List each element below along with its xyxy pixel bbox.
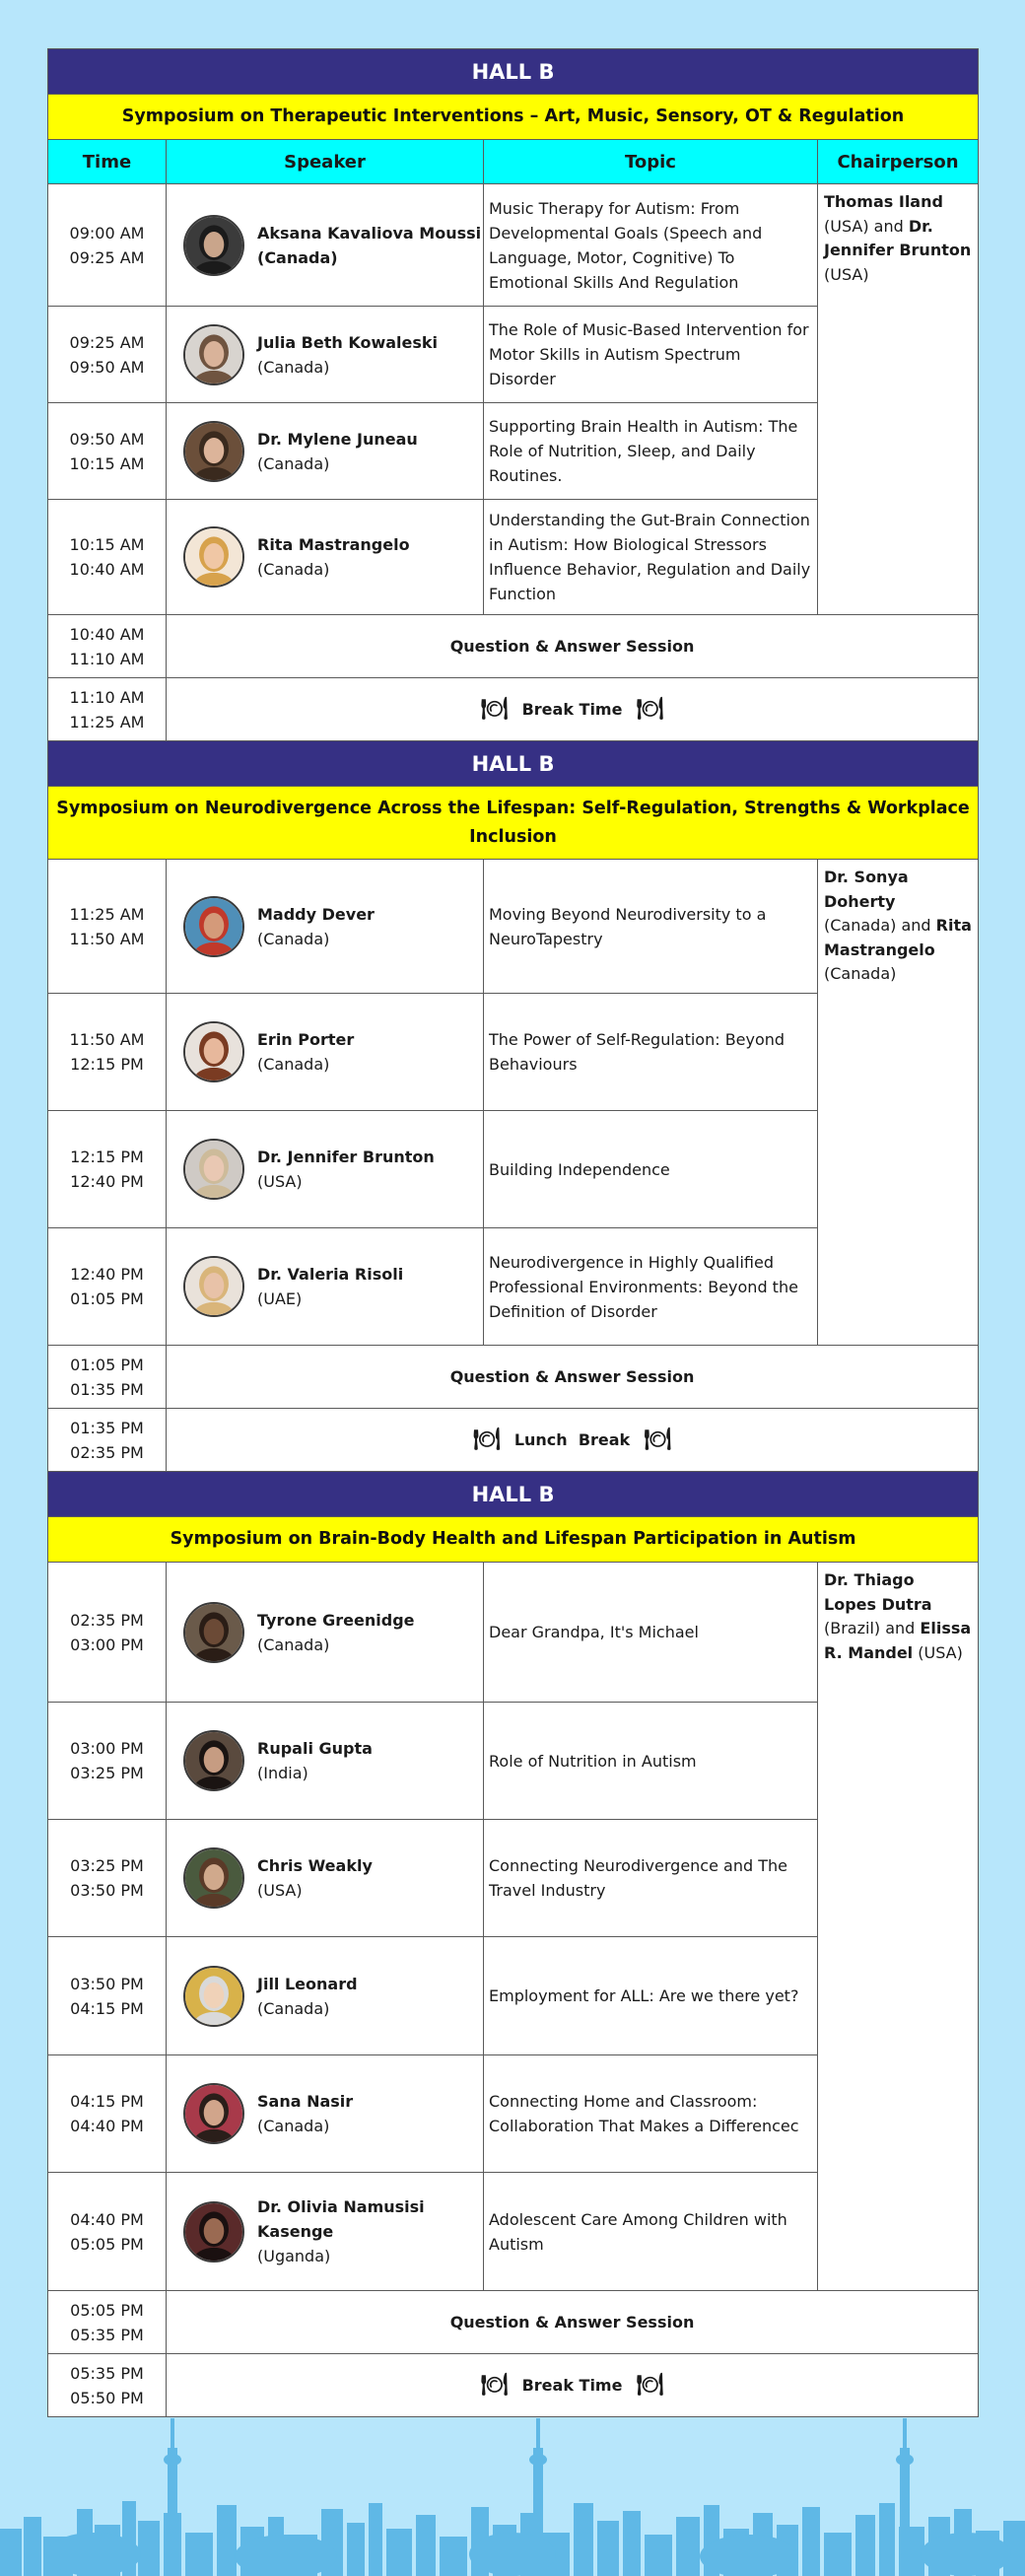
speaker-name: Tyrone Greenidge [257,1610,415,1630]
end-time: 11:50 AM [69,929,145,948]
break-row [48,2354,979,2417]
end-time: 04:15 PM [70,1998,144,2018]
speaker-name: Erin Porter [257,1030,355,1049]
speaker-info [167,421,483,482]
session-row [48,184,979,307]
break-label: Break Time [521,700,623,719]
avatar-icon [183,1602,244,1663]
chairperson-cell [818,184,979,615]
speaker-name: Jill Leonard [257,1974,358,1993]
speaker-country: (Canada) [257,929,330,948]
speaker-text [257,2089,353,2138]
end-time: 02:35 PM [70,1442,144,1462]
end-time: 01:05 PM [70,1289,144,1308]
break-cell [167,678,979,741]
dish-icon: 🍽︎ [636,2372,664,2398]
speaker-name: Dr. Olivia Namusisi Kasenge [257,2197,425,2241]
speaker-country: (USA) [257,1172,303,1191]
time-cell [48,994,167,1111]
topic-cell: The Role of Music-Based Intervention for Motor Skills in Autism Spectrum Disorder [484,307,818,403]
qa-label: Question & Answer Session [167,2291,979,2354]
start-time: 11:50 AM [69,1030,145,1049]
session-row [48,860,979,994]
break-row [48,678,979,741]
time-cell [48,1346,167,1409]
speaker-country: (Uganda) [257,2247,331,2265]
time-cell [48,307,167,403]
topic-cell: Connecting Neurodivergence and The Travel Industry [484,1820,818,1937]
start-time: 10:15 AM [69,535,145,554]
qa-label: Question & Answer Session [167,615,979,678]
end-time: 05:50 PM [70,2388,144,2407]
speaker-text [257,2194,483,2268]
end-time: 10:15 AM [69,453,145,473]
qa-row [48,2291,979,2354]
time-cell [48,678,167,741]
avatar-icon [183,1256,244,1317]
start-time: 01:05 PM [70,1355,144,1374]
end-time: 11:25 AM [69,712,145,731]
symposium-row [48,787,979,860]
chair-name-2: Dr. Jennifer Brunton [824,216,972,259]
symposium-title: Symposium on Brain-Body Health and Lifespan Participation in Autism [48,1517,979,1563]
chair-name-1: Dr. Thiago Lopes Dutra [824,1570,932,1614]
start-time: 03:50 PM [70,1974,144,1993]
speaker-cell [167,2055,484,2173]
topic-cell: Role of Nutrition in Autism [484,1703,818,1820]
dish-icon: 🍽︎ [636,696,664,722]
speaker-country: (Canada) [257,1998,330,2018]
speaker-country: (USA) [257,1881,303,1900]
col-time: Time [48,140,167,184]
speaker-name: Dr. Valeria Risoli [257,1265,404,1284]
topic-cell: Moving Beyond Neurodiversity to a NeuroTapestry [484,860,818,994]
speaker-cell [167,1820,484,1937]
end-time: 09:50 AM [69,357,145,377]
avatar-icon [183,1730,244,1791]
end-time: 03:50 PM [70,1881,144,1900]
break-label: Break Time [521,2376,623,2395]
start-time: 01:35 PM [70,1418,144,1437]
topic-cell: Supporting Brain Health in Autism: The Role of Nutrition, Sleep, and Daily Routines. [484,403,818,500]
dish-icon: 🍽︎ [472,1427,501,1452]
hall-row [48,1472,979,1517]
topic-cell: Adolescent Care Among Children with Autism [484,2173,818,2291]
time-cell [48,1703,167,1820]
col-chairperson: Chairperson [818,140,979,184]
speaker-cell [167,184,484,307]
start-time: 09:00 AM [69,223,145,243]
start-time: 03:25 PM [70,1856,144,1875]
dish-icon: 🍽︎ [480,696,509,722]
speaker-cell [167,1563,484,1703]
start-time: 11:25 AM [69,904,145,924]
speaker-info [167,1139,483,1200]
start-time: 09:25 AM [69,332,145,352]
end-time: 12:15 PM [70,1055,144,1074]
dish-icon: 🍽︎ [644,1427,672,1452]
time-cell [48,1111,167,1228]
speaker-text [257,1736,373,1785]
symposium-title: Symposium on Therapeutic Interventions – Art, Music, Sensory, OT & Regulation [48,95,979,140]
break-row [48,1409,979,1472]
end-time: 04:40 PM [70,2117,144,2135]
end-time: 05:35 PM [70,2325,144,2344]
speaker-text [257,427,418,476]
start-time: 12:15 PM [70,1148,144,1166]
end-time: 03:00 PM [70,1635,144,1654]
speaker-name: Rupali Gupta [257,1739,373,1758]
speaker-cell [167,500,484,615]
speaker-cell [167,1937,484,2055]
speaker-info [167,324,483,385]
speaker-text [257,221,481,270]
end-time: 05:05 PM [70,2234,144,2254]
speaker-text [257,902,375,951]
speaker-cell [167,2173,484,2291]
avatar-icon [183,2083,244,2144]
city-skyline-decoration [0,2418,1025,2576]
speaker-name: Julia Beth Kowaleski [257,332,439,352]
break-cell [167,2354,979,2417]
chair-name-1: Dr. Sonya Doherty [824,868,909,911]
end-time: 11:10 AM [69,649,145,668]
speaker-text [257,532,410,582]
qa-label: Question & Answer Session [167,1346,979,1409]
avatar-icon [183,1847,244,1909]
chair-country-2: (Canada) [824,964,897,983]
time-cell [48,403,167,500]
topic-cell: Understanding the Gut-Brain Connection in Autism: How Biological Stressors Influence Behavior, Regulation and Daily Function [484,500,818,615]
time-cell [48,1228,167,1346]
time-cell [48,2055,167,2173]
speaker-name: Rita Mastrangelo [257,535,410,554]
end-time: 03:25 PM [70,1764,144,1782]
chair-country-1: (Brazil) and [824,1619,916,1637]
session-row [48,1563,979,1703]
avatar-icon [183,324,244,385]
speaker-text [257,1972,358,2021]
time-cell [48,860,167,994]
qa-row [48,1346,979,1409]
speaker-name: Sana Nasir [257,2092,354,2111]
break-content [167,2372,978,2398]
avatar-icon [183,1966,244,2027]
topic-cell: Connecting Home and Classroom: Collaboration That Makes a Differencec [484,2055,818,2173]
topic-cell: Employment for ALL: Are we there yet? [484,1937,818,2055]
speaker-country: (Canada) [257,1635,330,1654]
speaker-text [257,1608,415,1657]
end-time: 01:35 PM [70,1379,144,1399]
speaker-name: Dr. Jennifer Brunton [257,1148,435,1166]
break-content [167,1429,978,1451]
speaker-name: Dr. Mylene Juneau [257,429,418,449]
start-time: 04:15 PM [70,2092,144,2111]
speaker-info [167,1847,483,1909]
speaker-country: (Canada) [257,453,330,473]
avatar-icon [183,421,244,482]
topic-cell: Dear Grandpa, It's Michael [484,1563,818,1703]
speaker-country: (Canada) [257,1055,330,1074]
symposium-title: Symposium on Neurodivergence Across the Lifespan: Self-Regulation, Strengths & Workplace Inclusion [48,787,979,860]
start-time: 02:35 PM [70,1610,144,1630]
chair-country-1: (USA) and [824,216,904,236]
col-speaker: Speaker [167,140,484,184]
start-time: 09:50 AM [69,429,145,449]
speaker-cell [167,403,484,500]
speaker-cell [167,1111,484,1228]
avatar-icon [183,1139,244,1200]
speaker-info [167,1602,483,1663]
schedule-table [47,48,979,2417]
hall-title: HALL B [48,49,979,95]
avatar-icon [183,896,244,957]
speaker-name: Aksana Kavaliova Moussi [257,223,482,243]
symposium-row [48,1517,979,1563]
time-cell [48,615,167,678]
chair-name-2: Rita Mastrangelo [824,916,972,959]
time-cell [48,1937,167,2055]
speaker-info [167,1730,483,1791]
speaker-country: (Canada) [257,357,330,377]
avatar-icon [183,215,244,276]
break-content [167,696,978,722]
symposium-row [48,95,979,140]
topic-cell: Building Independence [484,1111,818,1228]
speaker-country: (Canada) [257,2117,330,2135]
chair-country-2: (USA) [824,264,869,284]
speaker-info [167,1966,483,2027]
start-time: 05:35 PM [70,2363,144,2383]
speaker-cell [167,307,484,403]
speaker-info [167,1256,483,1317]
speaker-info [167,2194,483,2268]
speaker-name: Chris Weakly [257,1856,373,1875]
end-time: 09:25 AM [69,247,145,267]
start-time: 04:40 PM [70,2209,144,2229]
speaker-country: (Canada) [257,247,338,267]
speaker-name: Maddy Dever [257,904,375,924]
topic-cell: Music Therapy for Autism: From Developmental Goals (Speech and Language, Motor, Cognitive) To Emotional Skills And Regulation [484,184,818,307]
speaker-text [257,1145,435,1194]
time-cell [48,2291,167,2354]
speaker-info [167,526,483,588]
chair-name-2: Elissa R. Mandel [824,1619,972,1662]
chair-country-1: (Canada) and [824,916,931,935]
time-cell [48,2173,167,2291]
time-cell [48,1820,167,1937]
speaker-country: (UAE) [257,1289,303,1308]
speaker-info [167,215,483,276]
speaker-cell [167,994,484,1111]
time-cell [48,500,167,615]
speaker-info [167,1021,483,1082]
end-time: 12:40 PM [70,1172,144,1191]
start-time: 11:10 AM [69,687,145,707]
speaker-text [257,330,438,380]
start-time: 03:00 PM [70,1739,144,1758]
avatar-icon [183,1021,244,1082]
chairperson-cell [818,860,979,1346]
speaker-cell [167,1703,484,1820]
col-topic: Topic [484,140,818,184]
hall-title: HALL B [48,1472,979,1517]
end-time: 10:40 AM [69,560,145,579]
dish-icon: 🍽︎ [480,2372,509,2398]
qa-row [48,615,979,678]
time-cell [48,1563,167,1703]
break-label: Lunch Break [513,1430,631,1449]
time-cell [48,2354,167,2417]
start-time: 12:40 PM [70,1265,144,1284]
break-cell [167,1409,979,1472]
speaker-country: (India) [257,1764,308,1782]
start-time: 05:05 PM [70,2300,144,2320]
avatar-icon [183,2201,244,2263]
speaker-country: (Canada) [257,560,330,579]
speaker-text [257,1262,403,1311]
speaker-cell [167,860,484,994]
start-time: 10:40 AM [69,624,145,644]
hall-row [48,741,979,787]
chair-name-1: Thomas Iland [824,192,943,211]
avatar-icon [183,526,244,588]
chair-country-2: (USA) [918,1642,963,1662]
speaker-text [257,1027,354,1077]
hall-title: HALL B [48,741,979,787]
topic-cell: Neurodivergence in Highly Qualified Professional Environments: Beyond the Definition of Disorder [484,1228,818,1346]
speaker-info [167,2083,483,2144]
time-cell [48,184,167,307]
topic-cell: The Power of Self-Regulation: Beyond Behaviours [484,994,818,1111]
column-header-row [48,140,979,184]
speaker-cell [167,1228,484,1346]
speaker-text [257,1853,373,1903]
speaker-info [167,896,483,957]
chairperson-cell [818,1563,979,2291]
time-cell [48,1409,167,1472]
hall-row [48,49,979,95]
